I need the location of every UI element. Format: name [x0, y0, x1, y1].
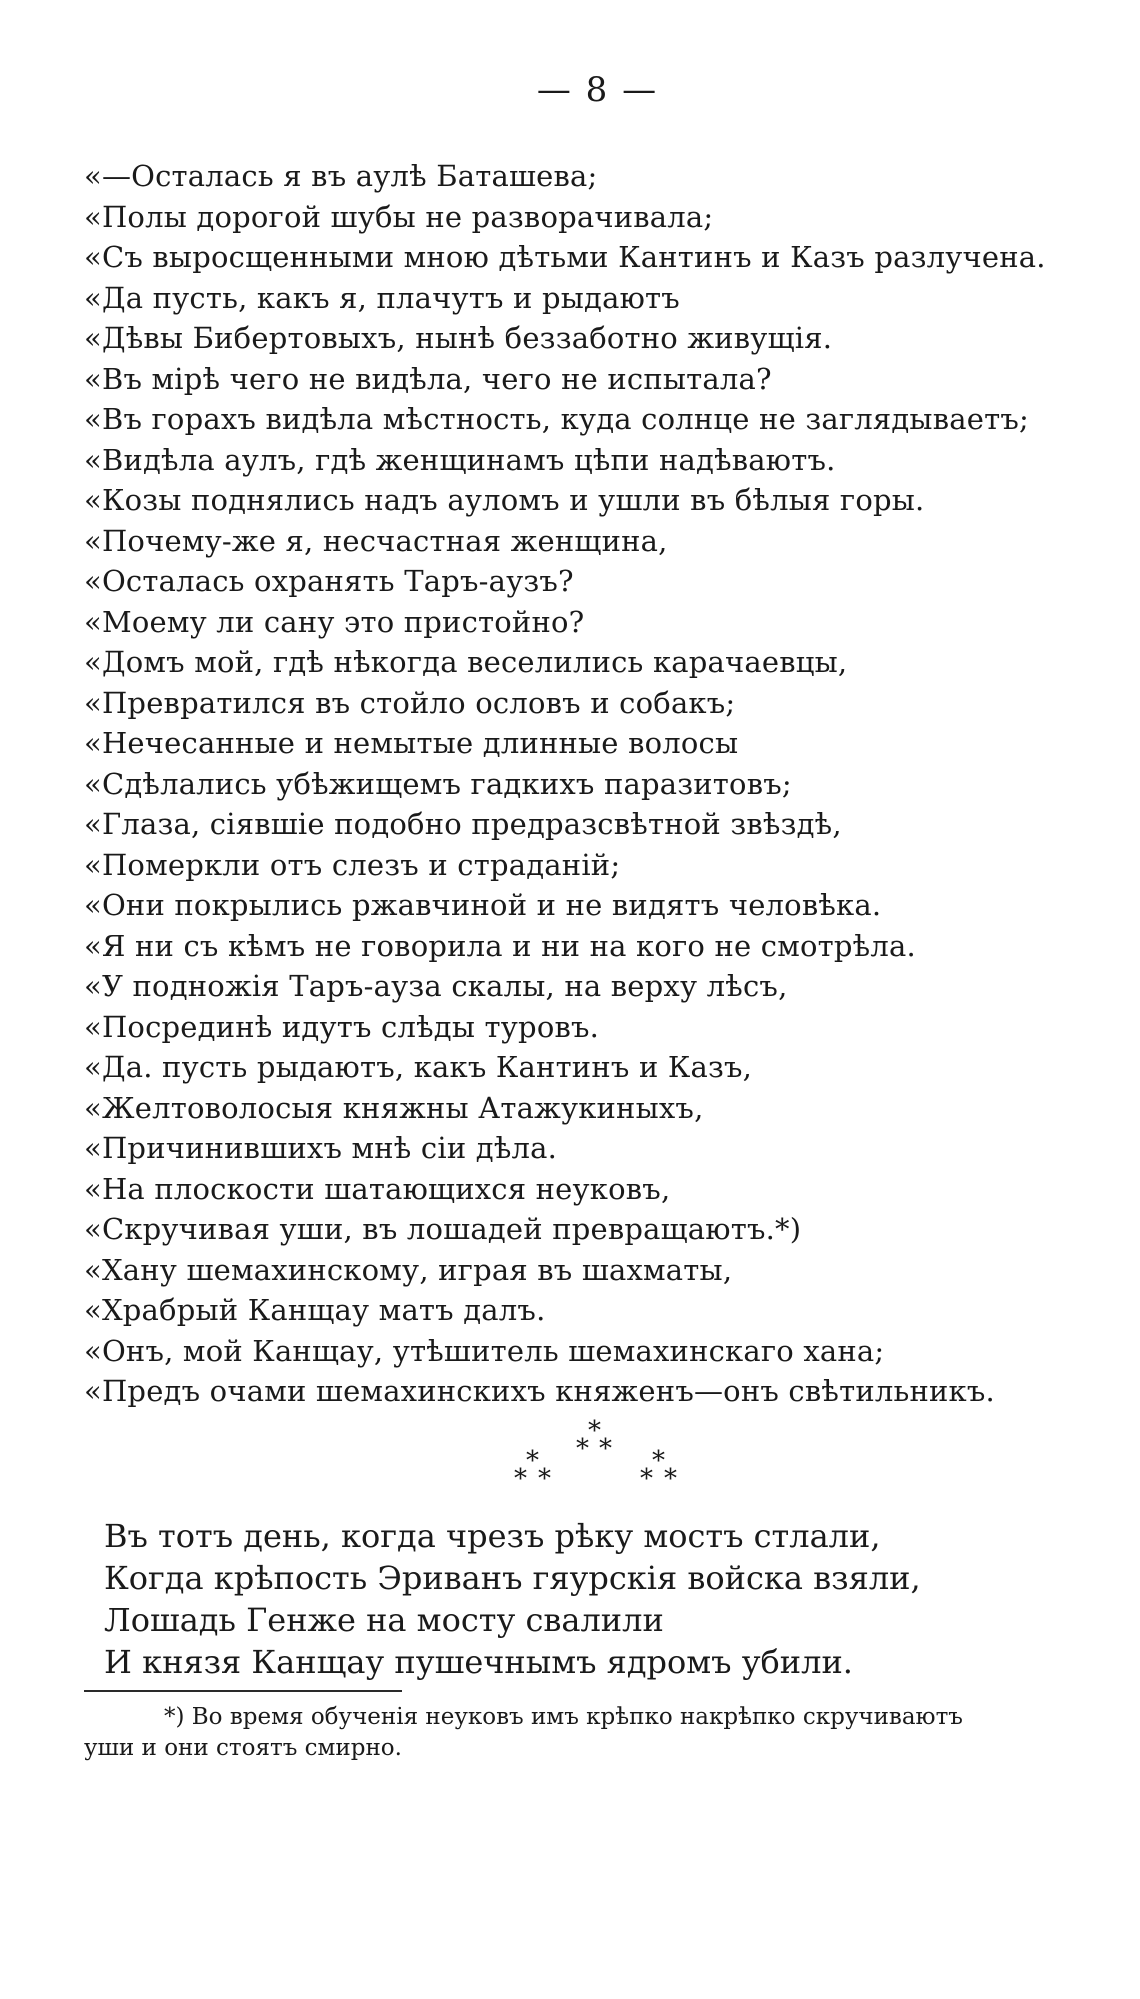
poem-line: «Съ выросщенными мною дѣтьми Кантинъ и Казъ разлучена. [84, 240, 1046, 274]
asterism-divider [0, 1416, 1140, 1494]
asterisk-icon: * [640, 1464, 653, 1494]
poem-line: «Нечесанные и немытые длинные волосы [84, 726, 739, 760]
footnote-divider [84, 1690, 402, 1692]
stanza-line: Лошадь Генже на мосту свалили [104, 1601, 664, 1639]
poem-line: «Въ мірѣ чего не видѣла, чего не испытала? [84, 361, 772, 396]
poem-line: «Видѣла аулъ, гдѣ женщинамъ цѣпи надѣваютъ. [84, 442, 836, 477]
poem-line: «Полы дорогой шубы не разворачивала; [84, 199, 714, 234]
poem-line: «Желтоволосыя княжны Атажукиныхъ, [84, 1090, 704, 1125]
poem-line: «Я ни съ кѣмъ не говорила и ни на кого не смотрѣла. [84, 928, 916, 963]
asterisk-icon: * [652, 1446, 665, 1476]
stanza-line: Когда крѣпость Эриванъ гяурскія войска взяли, [104, 1559, 921, 1597]
poem-line: «Хану шемахинскому, играя въ шахматы, [84, 1252, 733, 1287]
footnote-line: *) Во время обученія неуковъ имъ крѣпко накрѣпко скручиваютъ [164, 1704, 963, 1730]
poem-line: «Да пусть, какъ я, плачутъ и рыдаютъ [84, 280, 680, 315]
poem-line: «Да. пусть рыдаютъ, какъ Кантинъ и Казъ, [84, 1050, 753, 1084]
page-number: — 8 — [536, 70, 659, 110]
poem-line: «Домъ мой, гдѣ нѣкогда веселились карачаевцы, [84, 645, 848, 679]
poem-line: «Посрединѣ идутъ слѣды туровъ. [84, 1009, 600, 1044]
poem-line: «Моему ли сану это пристойно? [84, 604, 585, 639]
poem-line: «Сдѣлались убѣжищемъ гадкихъ паразитовъ; [84, 766, 792, 801]
poem-line: «На плоскости шатающихся неуковъ, [84, 1171, 671, 1206]
asterisk-icon: * [588, 1416, 601, 1446]
poem-line: «Въ горахъ видѣла мѣстность, куда солнце не заглядываетъ; [84, 402, 1029, 436]
asterisk-icon: * [538, 1464, 551, 1494]
poem-body [84, 156, 1124, 1412]
asterisk-icon: * [664, 1464, 677, 1494]
poem-line: «Храбрый Канщау матъ далъ. [84, 1293, 546, 1327]
poem-line: «Осталась охранять Таръ-аузъ? [84, 564, 574, 598]
poem-line: «Причинившихъ мнѣ сіи дѣла. [84, 1131, 558, 1165]
poem-line: «Они покрылись ржавчиной и не видятъ человѣка. [84, 888, 882, 922]
poem-line: «Скручивая уши, въ лошадей превращаютъ.*) [84, 1212, 802, 1246]
asterisk-icon: * [576, 1434, 589, 1464]
closing-stanza [104, 1515, 1104, 1683]
poem-line: «Дѣвы Бибертовыхъ, нынѣ беззаботно живущія. [84, 321, 833, 355]
footnote-line: уши и они стоятъ смирно. [84, 1735, 402, 1761]
poem-line: «Онъ, мой Канщау, утѣшитель шемахинскаго хана; [84, 1333, 885, 1368]
poem-line: «Козы поднялись надъ ауломъ и ушли въ бѣлыя горы. [84, 483, 925, 517]
stanza-line: И князя Канщау пушечнымъ ядромъ убили. [104, 1643, 853, 1681]
poem-line: «Почему-же я, несчастная женщина, [84, 523, 668, 558]
footnote [84, 1702, 1124, 1764]
asterisk-icon: * [599, 1434, 612, 1464]
poem-line: «Предъ очами шемахинскихъ княженъ—онъ свѣтильникъ. [84, 1374, 995, 1408]
poem-line: «Превратился въ стойло ословъ и собакъ; [84, 685, 736, 720]
asterisk-icon: * [514, 1464, 527, 1494]
poem-line: «Померкли отъ слезъ и страданій; [84, 847, 621, 882]
poem-line: «У подножія Таръ-ауза скалы, на верху лѣсъ, [84, 969, 788, 1003]
stanza-line: Въ тотъ день, когда чрезъ рѣку мостъ стлали, [104, 1517, 881, 1555]
poem-line: «Глаза, сіявшіе подобно предразсвѣтной звѣздѣ, [84, 807, 842, 841]
asterisk-icon: * [526, 1446, 539, 1476]
poem-line: «—Осталась я въ аулѣ Баташева; [84, 159, 598, 193]
